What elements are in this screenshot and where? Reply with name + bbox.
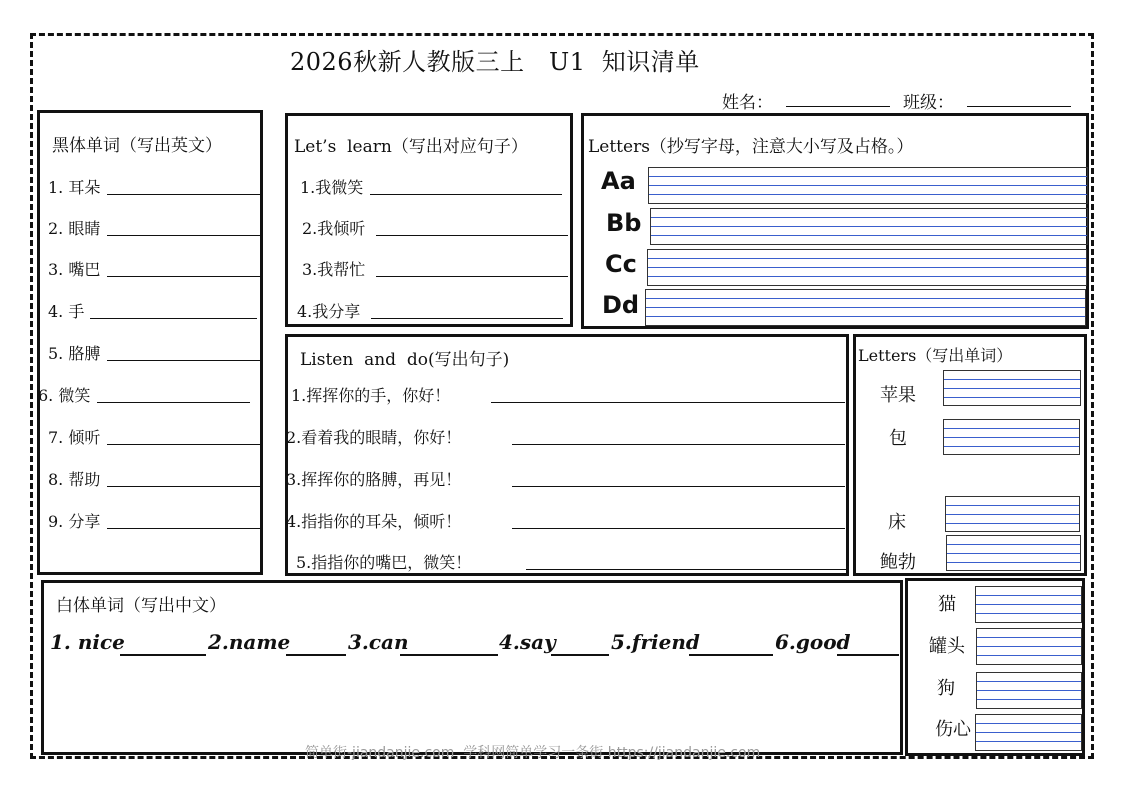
white-word-item: 1. nice: [50, 630, 125, 654]
listen-do-item: 4.指指你的耳朵，倾听！: [286, 512, 462, 531]
side-word-item: 猫: [938, 594, 956, 615]
answer-blank[interactable]: [90, 318, 257, 319]
listen-do-item: 1.挥挥你的手，你好！: [291, 386, 451, 405]
class-label: 班级：: [903, 93, 954, 113]
white-word-item: 3.can: [348, 630, 409, 654]
page-title: 2026秋新人教版三上 U1 知识清单: [290, 48, 700, 76]
letter-label: Aa: [601, 167, 636, 195]
bold-word-item: 2. 眼睛: [48, 219, 101, 238]
answer-blank[interactable]: [107, 276, 260, 277]
letters-words-header: Letters（写出单词）: [858, 346, 1013, 365]
letter-writing-lines[interactable]: [650, 208, 1088, 245]
white-word-item: 4.say: [499, 630, 556, 654]
letter-label: Dd: [602, 291, 640, 319]
bold-word-item: 7. 倾听: [48, 428, 101, 447]
answer-blank[interactable]: [837, 654, 899, 656]
listen-do-box: [285, 334, 849, 576]
answer-blank[interactable]: [689, 654, 773, 656]
answer-blank[interactable]: [120, 654, 206, 656]
letters-word-item: 苹果: [880, 385, 916, 406]
word-writing-lines[interactable]: [943, 370, 1081, 406]
listen-do-item: 5.指指你的嘴巴，微笑！: [296, 553, 472, 572]
side-word-item: 伤心: [935, 719, 971, 740]
answer-blank[interactable]: [491, 402, 845, 403]
bold-word-item: 4. 手: [48, 302, 85, 321]
lets-learn-item: 3.我帮忙: [302, 260, 366, 279]
letters-word-item: 床: [888, 512, 906, 533]
answer-blank[interactable]: [400, 654, 498, 656]
answer-blank[interactable]: [286, 654, 346, 656]
answer-blank[interactable]: [376, 235, 568, 236]
lets-learn-item: 1.我微笑: [300, 178, 364, 197]
answer-blank[interactable]: [371, 318, 563, 319]
bold-word-item: 9. 分享: [48, 512, 101, 531]
bold-word-item: 6. 微笑: [38, 386, 91, 405]
lets-learn-item: 2.我倾听: [302, 219, 366, 238]
answer-blank[interactable]: [376, 276, 568, 277]
answer-blank[interactable]: [107, 194, 260, 195]
bold-word-item: 8. 帮助: [48, 470, 101, 489]
answer-blank[interactable]: [107, 528, 260, 529]
answer-blank[interactable]: [526, 569, 846, 570]
listen-do-header: Listen and do(写出句子): [300, 350, 510, 370]
word-writing-lines[interactable]: [976, 628, 1082, 665]
answer-blank[interactable]: [97, 402, 250, 403]
name-label: 姓名：: [722, 93, 773, 113]
bold-word-item: 3. 嘴巴: [48, 260, 101, 279]
white-word-item: 2.name: [208, 630, 291, 654]
listen-do-item: 3.挥挥你的胳膊，再见！: [286, 470, 462, 489]
answer-blank[interactable]: [107, 444, 260, 445]
answer-blank[interactable]: [107, 360, 260, 361]
word-writing-lines[interactable]: [975, 586, 1082, 623]
class-blank[interactable]: [967, 106, 1071, 107]
bold-word-item: 5. 胳膊: [48, 344, 101, 363]
answer-blank[interactable]: [370, 194, 562, 195]
letter-writing-lines[interactable]: [647, 249, 1087, 286]
answer-blank[interactable]: [551, 654, 609, 656]
bold-words-header: 黑体单词（写出英文）: [52, 136, 222, 156]
answer-blank[interactable]: [107, 235, 260, 236]
answer-blank[interactable]: [512, 528, 845, 529]
answer-blank[interactable]: [512, 486, 845, 487]
letter-label: Bb: [606, 209, 642, 237]
name-blank[interactable]: [786, 106, 890, 107]
letters-word-item: 鲍勃: [880, 552, 916, 573]
letter-writing-lines[interactable]: [648, 167, 1088, 204]
watermark-footer: 简单街-jiandanjie.com 学科网简单学习一条街 https://jiandanjie.com: [305, 745, 761, 761]
word-writing-lines[interactable]: [975, 714, 1082, 751]
letter-label: Cc: [605, 250, 637, 278]
bold-word-item: 1. 耳朵: [48, 178, 101, 197]
answer-blank[interactable]: [107, 486, 260, 487]
lets-learn-item: 4.我分享: [297, 302, 361, 321]
letter-writing-lines[interactable]: [645, 289, 1086, 326]
answer-blank[interactable]: [512, 444, 845, 445]
white-word-item: 6.good: [775, 630, 851, 654]
letters-word-item: 包: [889, 428, 907, 449]
word-writing-lines[interactable]: [943, 419, 1080, 455]
side-word-item: 狗: [937, 678, 955, 699]
word-writing-lines[interactable]: [945, 496, 1080, 532]
lets-learn-header: Let’s learn（写出对应句子）: [294, 137, 528, 157]
letters-copy-header: Letters（抄写字母，注意大小写及占格。）: [588, 137, 914, 157]
side-word-item: 罐头: [929, 636, 965, 657]
white-words-box: [41, 580, 903, 755]
listen-do-item: 2.看着我的眼睛，你好！: [286, 428, 462, 447]
white-word-item: 5.friend: [611, 630, 700, 654]
word-writing-lines[interactable]: [946, 535, 1081, 571]
word-writing-lines[interactable]: [976, 672, 1082, 709]
white-words-header: 白体单词（写出中文）: [56, 596, 226, 616]
